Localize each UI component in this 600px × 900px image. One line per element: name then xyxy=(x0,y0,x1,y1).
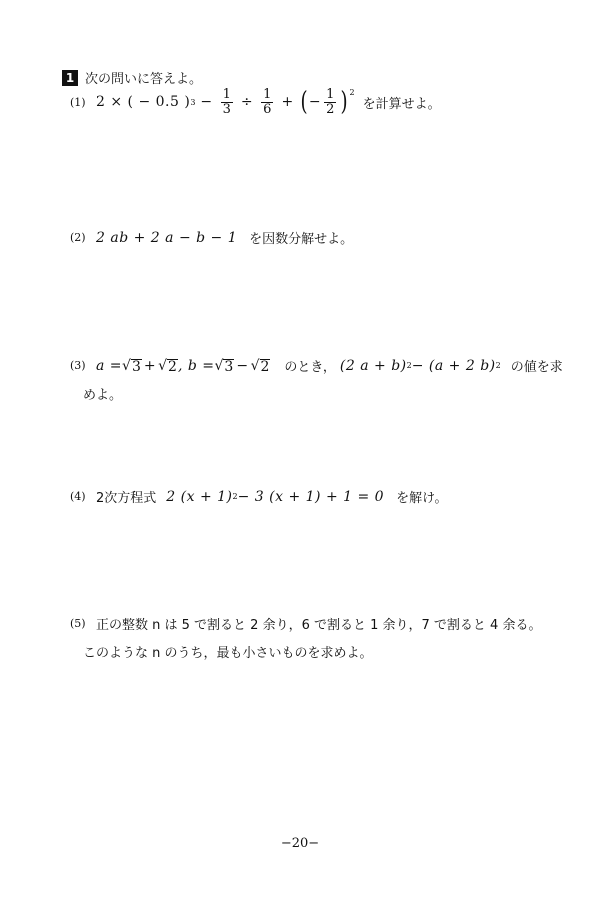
fraction-denominator: 6 xyxy=(263,101,272,117)
section-header xyxy=(62,68,202,87)
left-paren: ( xyxy=(300,87,308,118)
problem-3-a-eq: a = xyxy=(96,357,123,374)
problem-2 xyxy=(70,228,353,247)
problem-1-divide: ÷ xyxy=(240,94,254,111)
problem-3-condition: のとき， xyxy=(284,360,336,375)
fraction-numerator: 1 xyxy=(326,87,335,102)
section-instruction: 次の問いに答えよ。 xyxy=(85,72,203,87)
problem-1-minus: − xyxy=(200,94,213,111)
problem-1-neg-sign: − xyxy=(308,94,322,111)
problem-5 xyxy=(70,614,541,633)
problem-4-label: (4) xyxy=(70,490,86,503)
sqrt-2: √ 2 xyxy=(250,357,270,375)
problem-3-expr-1: (2 a + b) xyxy=(339,357,407,374)
sqrt-3: √ 3 xyxy=(214,357,234,375)
problem-3-exp-2: 2 xyxy=(495,361,501,370)
problem-4-expression-a: 2 (x + 1) xyxy=(166,488,233,505)
problem-3-instruction: の値を求 xyxy=(510,360,563,375)
problem-4-prefix: 2次方程式 xyxy=(96,491,157,506)
problem-5-line-2: このような n のうち，最も小さいものを求めよ。 xyxy=(83,646,373,661)
problem-1-exp-a: 3 xyxy=(190,97,196,107)
problem-3: (3) a = √ 3 + √ 2 , b = √ 3 − √ 2 のとき， (2 a + b) 2 − (a + 2 b) 2 の値を求 xyxy=(70,357,563,375)
problem-3-exp-1: 2 xyxy=(406,361,412,370)
problem-2-label: (2) xyxy=(70,231,86,244)
sqrt-3: √ 3 xyxy=(122,357,141,375)
sqrt-2: √ 2 xyxy=(158,357,177,375)
problem-5-line-1: 正の整数 n は 5 で割ると 2 余り，6 で割ると 1 余り，7 で割ると 4 余る。 xyxy=(96,618,542,633)
fraction-denominator: 2 xyxy=(326,101,335,117)
problem-4 xyxy=(70,487,448,506)
problem-3-continuation: めよ。 xyxy=(83,388,123,403)
problem-1 xyxy=(70,88,441,116)
problem-4-exp: 2 xyxy=(232,492,238,501)
problem-1-label: (1) xyxy=(70,95,86,109)
problem-3-b-eq: , b = xyxy=(177,357,215,374)
fraction-numerator: 1 xyxy=(222,87,231,102)
problem-3-expr-2: − (a + 2 b) xyxy=(411,357,496,374)
problem-4-instruction: を解け。 xyxy=(396,491,448,506)
problem-1-instruction: を計算せよ。 xyxy=(362,96,441,112)
problem-2-expression: 2 ab + 2 a − b − 1 xyxy=(96,229,238,246)
problem-2-instruction: を因数分解せよ。 xyxy=(249,232,354,247)
problem-1-fraction-1 xyxy=(221,88,233,116)
fraction-numerator: 1 xyxy=(263,87,272,102)
problem-1-term-a: 2 × ( − 0.5 ) xyxy=(96,94,191,111)
problem-1-fraction-2 xyxy=(261,88,273,116)
problem-5-label: (5) xyxy=(70,617,86,630)
page-number: −20− xyxy=(280,836,320,851)
fraction-denominator: 3 xyxy=(222,101,231,117)
problem-1-exp-b: 2 xyxy=(349,88,355,97)
problem-4-expression-b: − 3 (x + 1) + 1 = 0 xyxy=(237,488,385,505)
problem-3-label: (3) xyxy=(70,359,86,372)
right-paren: ) xyxy=(340,87,348,118)
section-number-badge: 1 xyxy=(62,70,78,86)
problem-1-fraction-3 xyxy=(324,88,336,116)
problem-1-plus: + xyxy=(281,94,294,111)
